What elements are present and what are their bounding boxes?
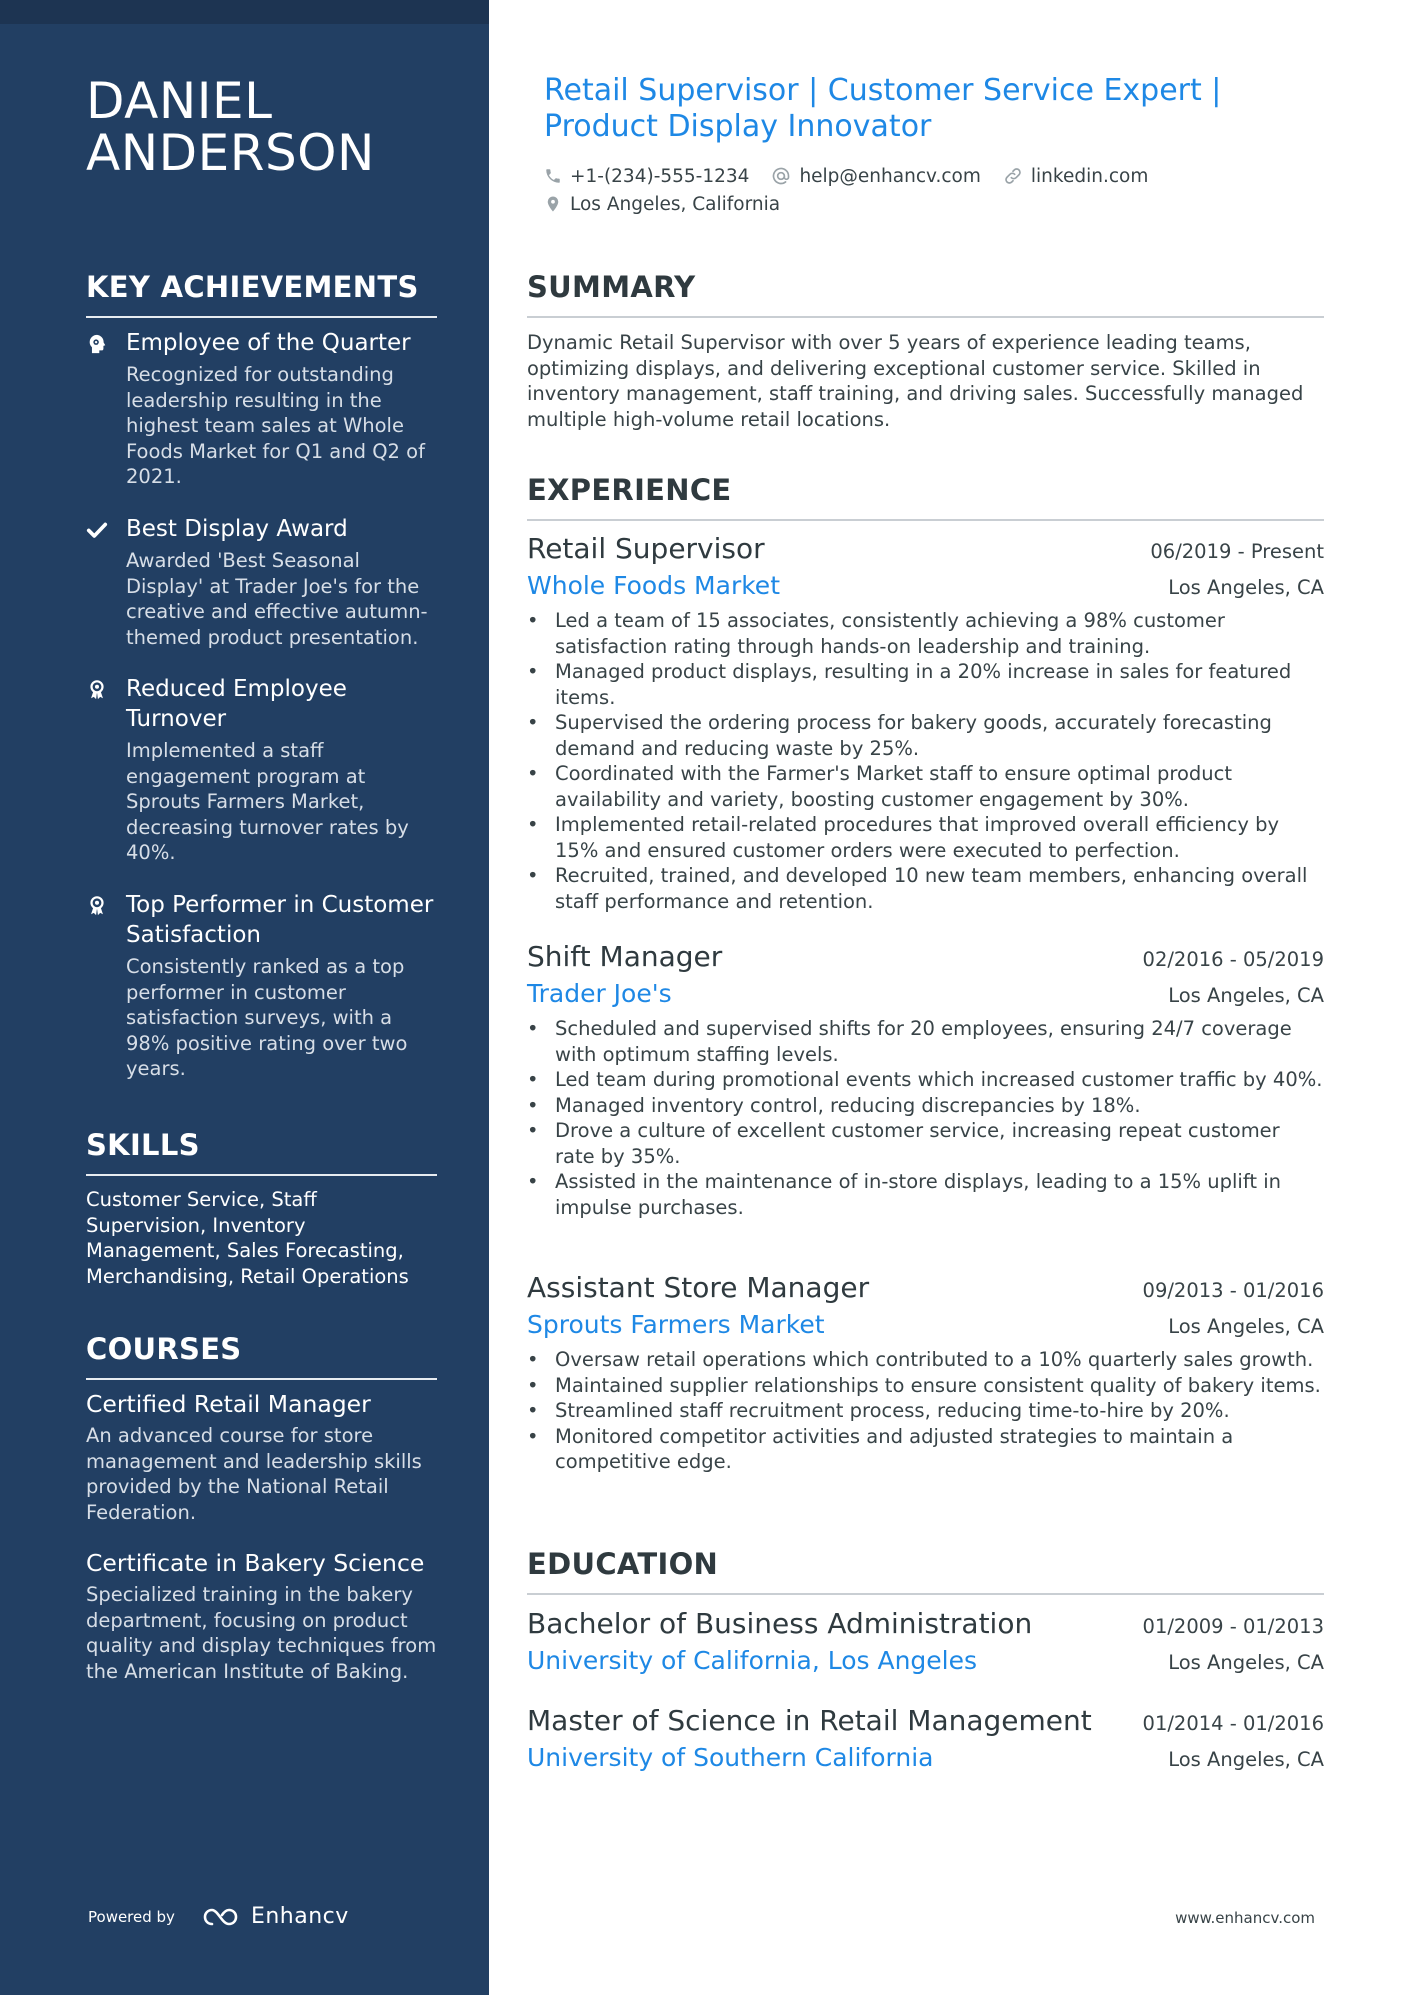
job-title: Retail Supervisor [527, 532, 765, 565]
education-date: 01/2014 - 01/2016 [1142, 1712, 1324, 1735]
job-bullets [527, 1347, 1324, 1475]
summary-text: Dynamic Retail Supervisor with over 5 years of experience leading teams, optimizing displays, and delivering exceptional customer service. Skilled in inventory management, staff training, and driving sales. Successfully managed multiple high-volume retail locations. [527, 331, 1304, 431]
job-bullets [527, 608, 1324, 914]
achievement-item [86, 514, 437, 650]
achievement-title: Top Performer in Customer Satisfaction [126, 892, 434, 948]
skills-heading: SKILLS [86, 1128, 437, 1176]
achievement-description: Consistently ranked as a top performer in customer satisfaction surveys, with a 98% positive rating over two years. [126, 955, 408, 1080]
headline: Retail Supervisor | Customer Service Expert | Product Display Innovator [544, 73, 1222, 144]
bullet-item: • Managed product displays, resulting in a 20% increase in sales for featured items. [527, 659, 1324, 710]
sidebar [0, 0, 489, 1995]
course-title: Certified Retail Manager [86, 1390, 371, 1418]
summary-heading: SUMMARY [527, 270, 1324, 318]
at-icon [771, 166, 791, 186]
bullet-item: • Streamlined staff recruitment process, reducing time-to-hire by 20%. [527, 1398, 1324, 1424]
footer-url[interactable]: www.enhancv.com [1175, 1909, 1315, 1927]
education-location: Los Angeles, CA [1168, 1748, 1324, 1771]
school-name[interactable]: University of Southern California [527, 1743, 934, 1772]
job-location: Los Angeles, CA [1168, 984, 1324, 1007]
achievement-title: Reduced Employee Turnover [126, 676, 347, 732]
bullet-item: • Drove a culture of excellent customer service, increasing repeat customer rate by 35%. [527, 1118, 1324, 1169]
bullet-item: • Supervised the ordering process for bakery goods, accurately forecasting demand and reducing waste by 25%. [527, 710, 1324, 761]
location-text: Los Angeles, California [570, 193, 781, 215]
phone[interactable] [544, 166, 749, 187]
achievement-description: Recognized for outstanding leadership resulting in the highest team sales at Whole Foods Market for Q1 and Q2 of 2021. [126, 363, 425, 488]
bullet-item: • Coordinated with the Farmer's Market staff to ensure optimal product availability and variety, boosting customer engagement by 30%. [527, 761, 1324, 812]
experience-item [527, 938, 1324, 1220]
course-description: Specialized training in the bakery department, focusing on product quality and display techniques from the American Institute of Baking. [86, 1583, 437, 1683]
company-name[interactable]: Trader Joe's [527, 979, 672, 1008]
job-title: Shift Manager [527, 940, 723, 973]
degree-title: Bachelor of Business Administration [527, 1607, 1033, 1640]
job-location: Los Angeles, CA [1168, 576, 1324, 599]
degree-title: Master of Science in Retail Management [527, 1704, 1092, 1737]
head-gear-icon [86, 332, 108, 356]
course-title: Certificate in Bakery Science [86, 1549, 425, 1577]
phone-icon [544, 167, 562, 185]
job-bullets [527, 1016, 1324, 1220]
website-text: linkedin.com [1030, 165, 1149, 187]
experience-heading: EXPERIENCE [527, 473, 1324, 521]
phone-text: +1-(234)-555-1234 [570, 165, 750, 187]
main-content [527, 0, 1324, 1995]
experience-item [527, 530, 1324, 914]
course-item [86, 1389, 437, 1525]
achievement-item [86, 328, 437, 490]
check-icon [86, 518, 108, 542]
award-ribbon-icon [86, 894, 108, 918]
enhancv-logo-icon [201, 1905, 245, 1929]
email[interactable] [771, 166, 980, 187]
job-location: Los Angeles, CA [1168, 1315, 1324, 1338]
achievement-item [86, 890, 437, 1082]
bullet-item: • Maintained supplier relationships to ensure consistent quality of bakery items. [527, 1373, 1324, 1399]
school-name[interactable]: University of California, Los Angeles [527, 1646, 978, 1675]
education-date: 01/2009 - 01/2013 [1142, 1615, 1324, 1638]
enhancv-logo[interactable] [201, 1904, 349, 1929]
achievement-description: Implemented a staff engagement program at Sprouts Farmers Market, decreasing turnover rates by 40%. [126, 739, 409, 864]
bullet-item: • Scheduled and supervised shifts for 20 employees, ensuring 24/7 coverage with optimum staffing levels. [527, 1016, 1324, 1067]
bullet-item: • Implemented retail-related procedures that improved overall efficiency by 15% and ensured customer orders were executed to perfection. [527, 812, 1324, 863]
job-date: 06/2019 - Present [1150, 540, 1324, 563]
bullet-item: • Assisted in the maintenance of in-store displays, leading to a 15% uplift in impulse purchases. [527, 1169, 1324, 1220]
bullet-item: • Led a team of 15 associates, consistently achieving a 98% customer satisfaction rating through hands-on leadership and training. [527, 608, 1324, 659]
course-description: An advanced course for store management and leadership skills provided by the National Retail Federation. [86, 1424, 422, 1524]
achievements-heading: KEY ACHIEVEMENTS [86, 270, 437, 318]
bullet-item: • Led team during promotional events which increased customer traffic by 40%. [527, 1067, 1324, 1093]
location [544, 194, 780, 215]
email-text: help@enhancv.com [799, 165, 981, 187]
powered-by-label: Powered by [88, 1907, 175, 1926]
achievement-item [86, 674, 437, 866]
website[interactable] [1003, 166, 1148, 187]
powered-by [88, 1904, 349, 1929]
candidate-name: DANIEL ANDERSON [86, 72, 375, 182]
education-location: Los Angeles, CA [1168, 1651, 1324, 1674]
award-ribbon-icon [86, 678, 108, 702]
course-item [86, 1548, 437, 1684]
skills-list: Customer Service, Staff Supervision, Inventory Management, Sales Forecasting, Merchandising, Retail Operations [86, 1188, 409, 1288]
link-icon [1003, 166, 1023, 186]
courses-heading: COURSES [86, 1332, 437, 1380]
enhancv-logo-text: Enhancv [250, 1904, 349, 1929]
bullet-item: • Oversaw retail operations which contributed to a 10% quarterly sales growth. [527, 1347, 1324, 1373]
job-date: 09/2013 - 01/2016 [1142, 1279, 1324, 1302]
bullet-item: • Monitored competitor activities and adjusted strategies to maintain a competitive edge. [527, 1424, 1324, 1475]
job-date: 02/2016 - 05/2019 [1142, 948, 1324, 971]
bullet-item: • Recruited, trained, and developed 10 new team members, enhancing overall staff performance and retention. [527, 863, 1324, 914]
education-item [527, 1702, 1324, 1776]
bullet-item: • Managed inventory control, reducing discrepancies by 18%. [527, 1093, 1324, 1119]
company-name[interactable]: Sprouts Farmers Market [527, 1310, 825, 1339]
achievement-title: Best Display Award [126, 516, 348, 542]
contact-info [544, 162, 1324, 218]
sidebar-top-bar [0, 0, 489, 24]
company-name[interactable]: Whole Foods Market [527, 571, 780, 600]
experience-item [527, 1269, 1324, 1475]
education-item [527, 1605, 1324, 1679]
achievement-title: Employee of the Quarter [126, 330, 411, 356]
job-title: Assistant Store Manager [527, 1271, 870, 1304]
location-pin-icon [544, 194, 562, 214]
achievement-description: Awarded 'Best Seasonal Display' at Trader Joe's for the creative and effective autumn-themed product presentation. [126, 549, 428, 649]
education-heading: EDUCATION [527, 1547, 1324, 1595]
